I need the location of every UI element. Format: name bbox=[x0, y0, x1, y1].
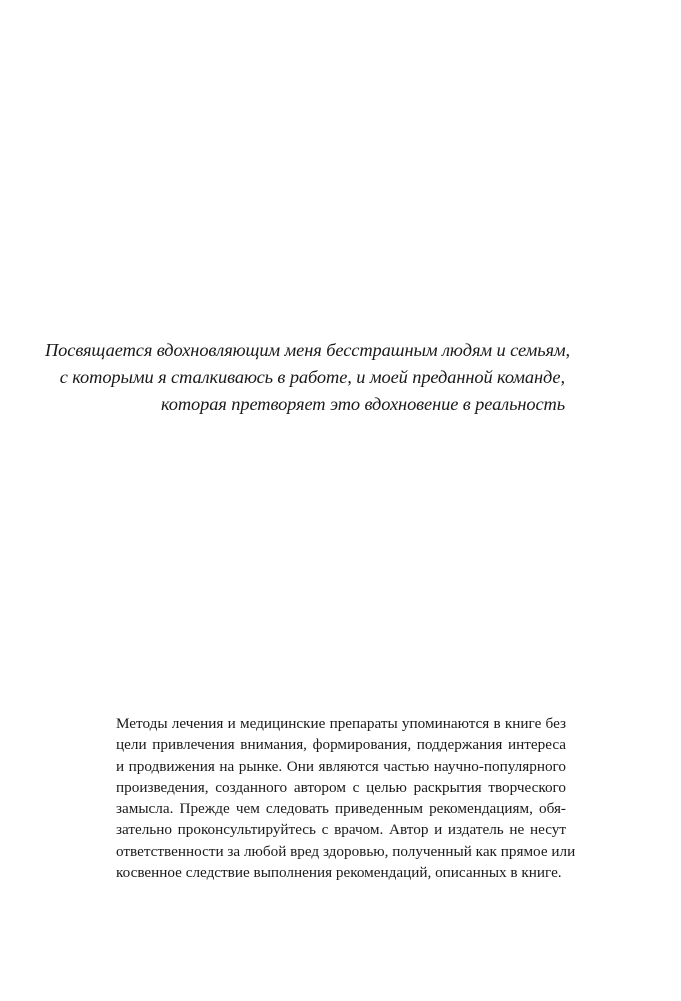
disclaimer-line: произведения, созданного автором с целью раскрытия творческого bbox=[116, 778, 566, 796]
dedication-line: которая претворяет это вдохновение в реальность bbox=[160, 394, 565, 414]
dedication-text bbox=[45, 337, 571, 418]
disclaimer-line: зательно проконсультируйтесь с врачом. Автор и издатель не несут bbox=[116, 821, 566, 839]
medical-disclaimer bbox=[116, 713, 576, 883]
disclaimer-line: цели привлечения внимания, формирования, поддержания интереса bbox=[116, 736, 566, 754]
dedication-line: Посвящается вдохновляющим меня бесстрашным людям и семьям, bbox=[45, 340, 571, 360]
disclaimer-line: и продвижения на рынке. Они являются частью научно-популярного bbox=[116, 757, 566, 775]
disclaimer-line: Методы лечения и медицинские препараты упоминаются в книге без bbox=[116, 715, 566, 732]
dedication-line: с которыми я сталкиваюсь в работе, и моей преданной команде, bbox=[59, 367, 565, 387]
disclaimer-line: замысла. Прежде чем следовать приведенным рекомендациям, обя- bbox=[116, 800, 566, 818]
disclaimer-line: ответственности за любой вред здоровью, полученный как прямое или bbox=[116, 842, 576, 860]
disclaimer-line: косвенное следствие выполнения рекомендаций, описанных в книге. bbox=[116, 864, 562, 882]
